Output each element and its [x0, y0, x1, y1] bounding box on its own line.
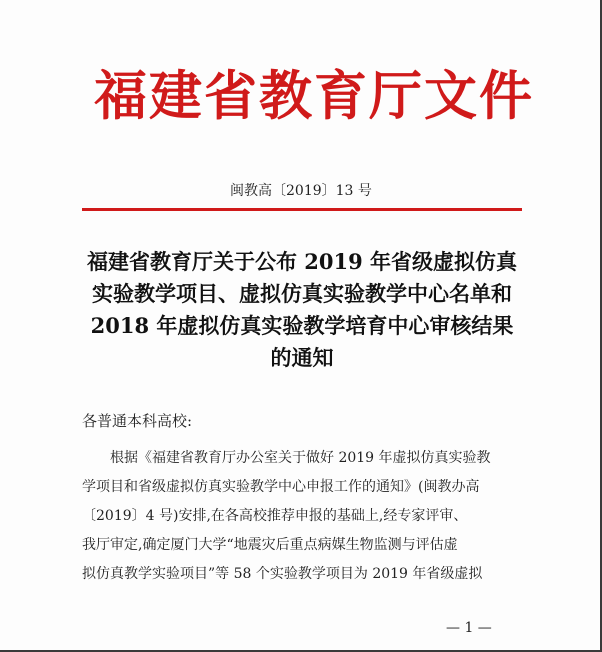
notice-title-line: 2018 年虚拟仿真实验教学培育中心审核结果	[90, 313, 514, 338]
notice-title	[84, 246, 520, 374]
document-number: 闽教高〔2019〕13 号	[230, 183, 372, 199]
body-line: 拟仿真教学实验项目”等 58 个实验教学项目为 2019 年省级虚拟	[82, 566, 483, 582]
notice-title-line: 的通知	[270, 345, 334, 370]
body-paragraph	[82, 444, 524, 589]
notice-title-line: 福建省教育厅关于公布 2019 年省级虚拟仿真	[86, 249, 518, 274]
red-divider-line	[82, 208, 522, 211]
body-line: 我厅审定,确定厦门大学“地震灾后重点病媒生物监测与评估虚	[82, 537, 458, 553]
body-line: 〔2019〕4 号)安排,在各高校推荐申报的基础上,经专家评审、	[82, 508, 468, 524]
salutation: 各普通本科高校:	[82, 412, 193, 430]
page-number: — 1 —	[446, 620, 492, 636]
document-header-title: 福建省教育厅文件	[94, 65, 534, 127]
body-line: 根据《福建省教育厅办公室关于做好 2019 年虚拟仿真实验教	[110, 450, 491, 466]
body-line: 学项目和省级虚拟仿真实验教学中心申报工作的通知》(闽教办高	[82, 479, 480, 495]
notice-title-line: 实验教学项目、虚拟仿真实验教学中心名单和	[92, 281, 512, 306]
